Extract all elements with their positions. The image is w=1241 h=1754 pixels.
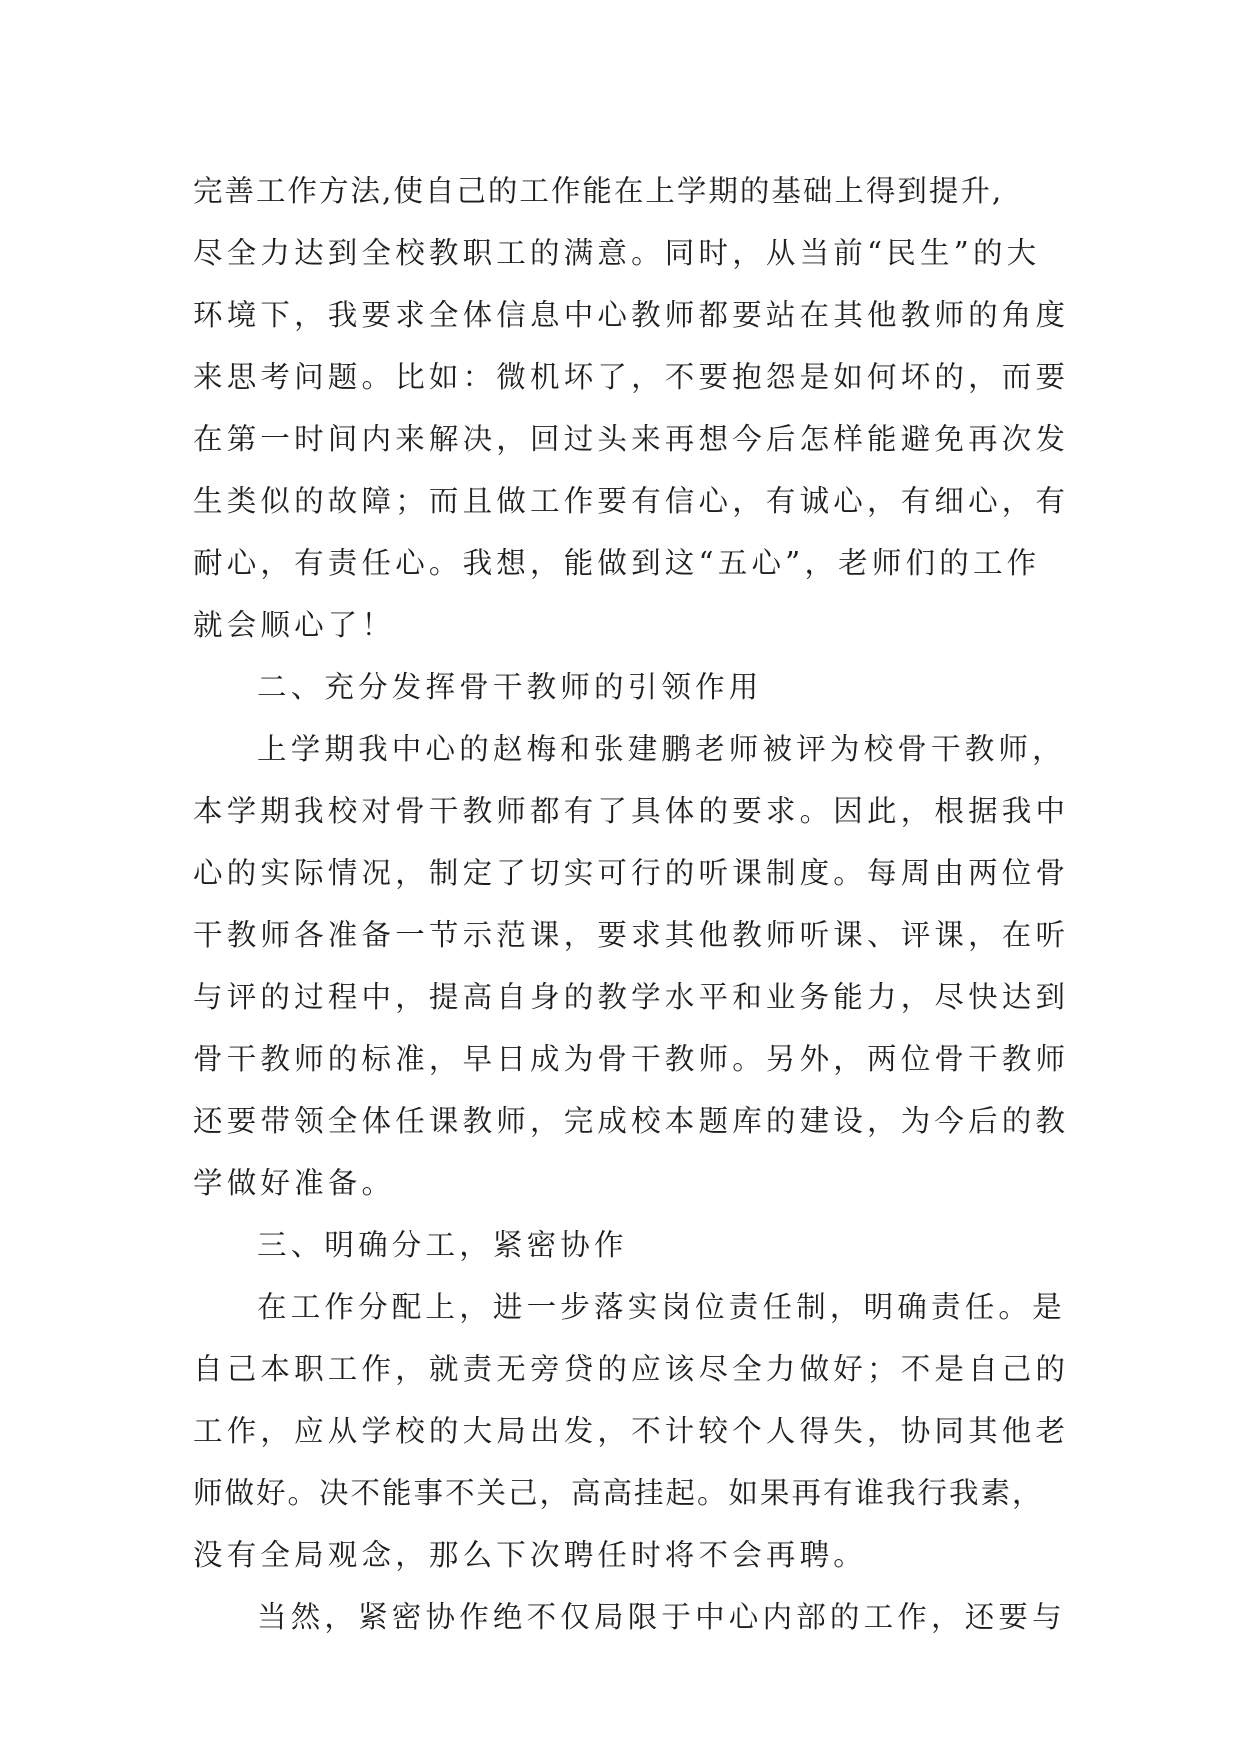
- text-line: 还要带领全体任课教师，完成校本题库的建设，为今后的教: [193, 1104, 1070, 1138]
- text-line: 骨干教师的标准，早日成为骨干教师。另外，两位骨干教师: [193, 1042, 1070, 1076]
- text-line: 上学期我中心的赵梅和张建鹏老师被评为校骨干教师，: [257, 732, 1066, 766]
- text-line: 自己本职工作，就责无旁贷的应该尽全力做好；不是自己的: [193, 1352, 1070, 1386]
- text-line: 工作，应从学校的大局出发，不计较个人得失，协同其他老: [193, 1414, 1070, 1448]
- text-line: 心的实际情况，制定了切实可行的听课制度。每周由两位骨: [193, 856, 1070, 890]
- text-line: 干教师各准备一节示范课，要求其他教师听课、评课，在听: [193, 918, 1070, 952]
- text-line: 尽全力达到全校教职工的满意。同时，从当前“民生”的大: [193, 236, 1041, 270]
- text-line: 师做好。决不能事不关己，高高挂起。如果再有谁我行我素，: [193, 1476, 1044, 1510]
- text-line: 来思考问题。比如：微机坏了，不要抱怨是如何坏的，而要: [193, 360, 1070, 394]
- text-line: 环境下，我要求全体信息中心教师都要站在其他教师的角度: [193, 298, 1070, 332]
- text-line: 学做好准备。: [193, 1166, 396, 1200]
- text-line: 耐心，有责任心。我想，能做到这“五心”，老师们的工作: [193, 546, 1041, 580]
- text-line: 生类似的故障；而且做工作要有信心，有诚心，有细心，有: [193, 484, 1070, 518]
- text-line: 本学期我校对骨干教师都有了具体的要求。因此，根据我中: [193, 794, 1070, 828]
- text-line: 与评的过程中，提高自身的教学水平和业务能力，尽快达到: [193, 980, 1070, 1014]
- text-line: 二、充分发挥骨干教师的引领作用: [257, 670, 763, 704]
- text-line: 没有全局观念，那么下次聘任时将不会再聘。: [193, 1538, 868, 1572]
- text-line: 在工作分配上，进一步落实岗位责任制，明确责任。是: [257, 1290, 1066, 1324]
- document-body: [193, 160, 1093, 1648]
- text-line: 在第一时间内来解决，回过头来再想今后怎样能避免再次发: [193, 422, 1070, 456]
- text-line: 完善工作方法,使自己的工作能在上学期的基础上得到提升,: [193, 174, 1004, 208]
- text-line: 当然，紧密协作绝不仅局限于中心内部的工作，还要与: [257, 1600, 1066, 1634]
- text-line: 三、明确分工，紧密协作: [257, 1228, 628, 1262]
- text-line: 就会顺心了！: [193, 608, 396, 642]
